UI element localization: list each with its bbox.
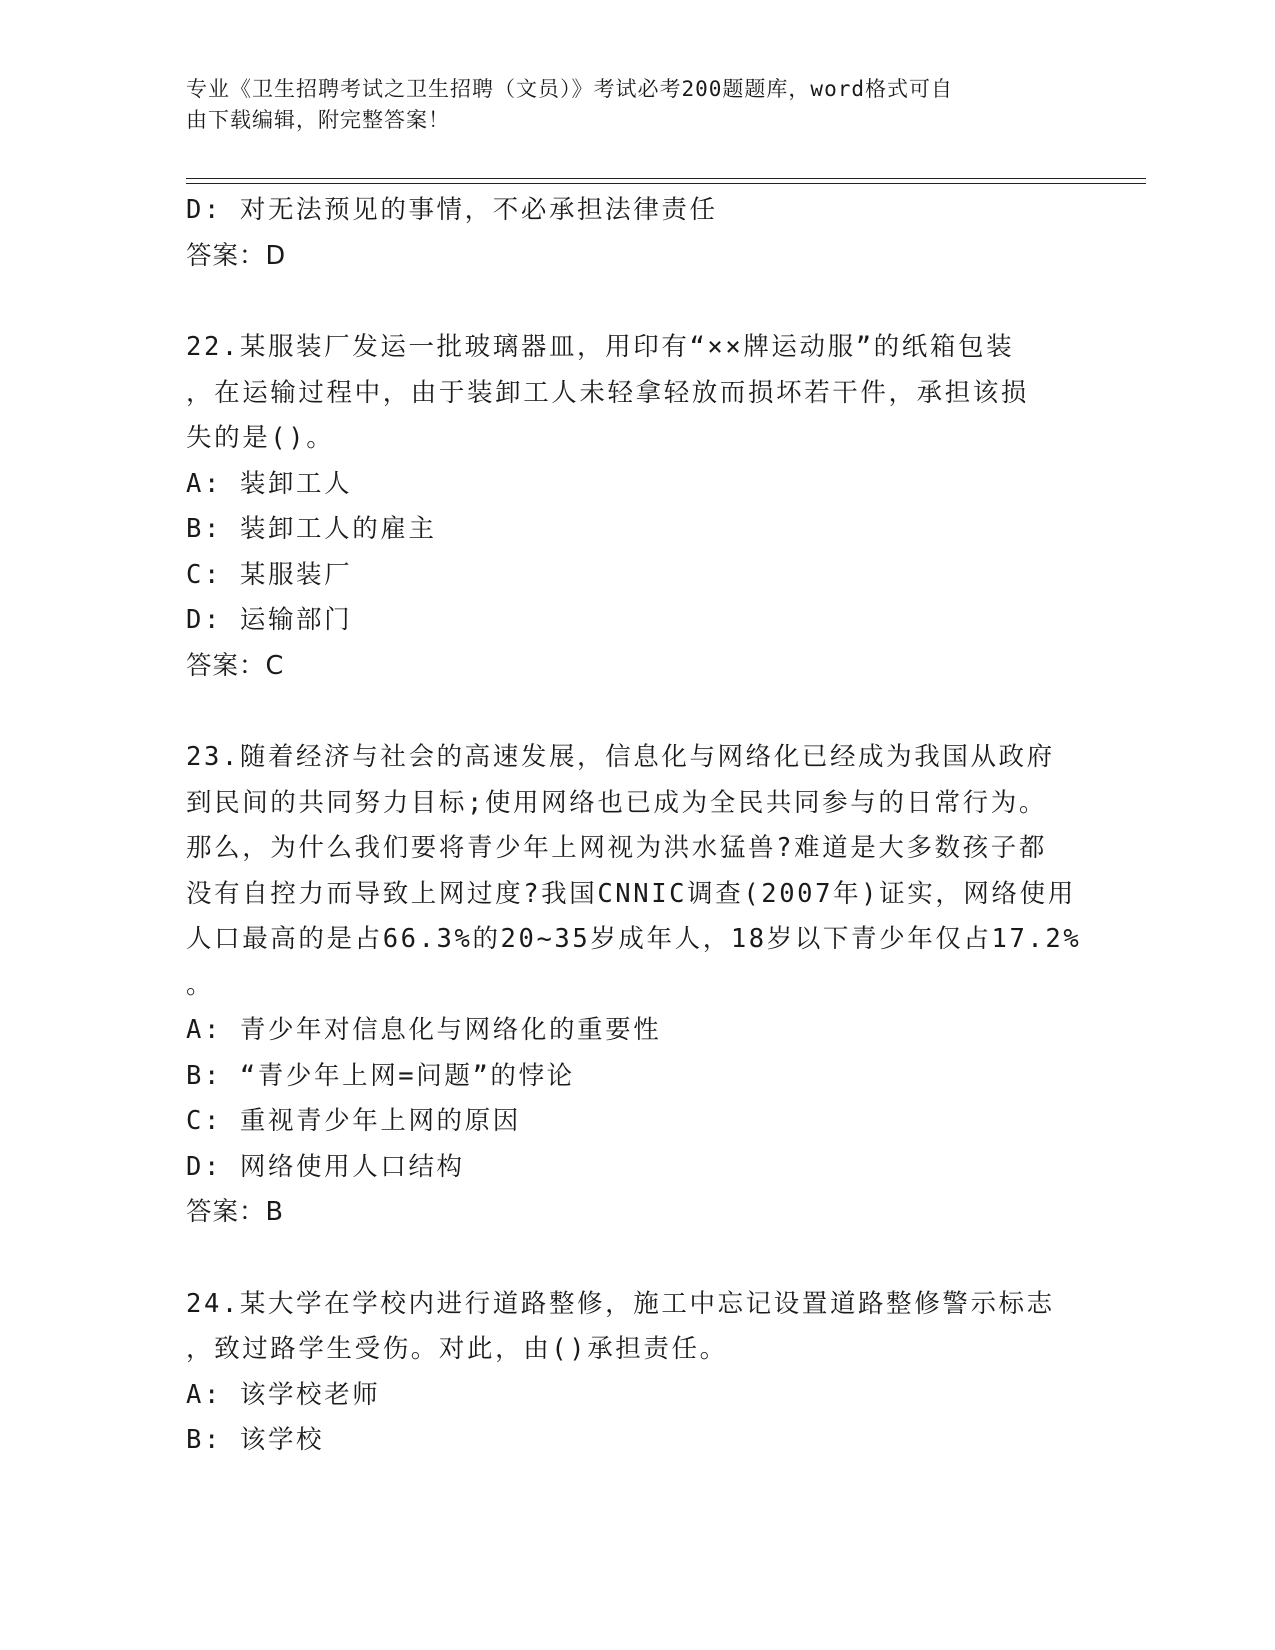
question-stem-line: 人口最高的是占66.3%的20~35岁成年人，18岁以下青少年仅占17.2% <box>186 924 1082 954</box>
option-a: A: 该学校老师 <box>186 1379 381 1410</box>
option-c: C: 重视青少年上网的原因 <box>186 1106 521 1136</box>
question-stem-line: 失的是()。 <box>186 423 335 453</box>
option-a: A: 青少年对信息化与网络化的重要性 <box>186 1015 662 1045</box>
question-21-tail <box>186 188 1086 279</box>
question-23 <box>186 735 1086 1236</box>
header-divider-bottom <box>186 183 1146 184</box>
question-stem-line: ，在运输过程中，由于装卸工人未轻拿轻放而损坏若干件，承担该损 <box>186 377 1030 408</box>
spacer <box>186 689 1086 735</box>
answer-label: 答案：B <box>186 1197 284 1227</box>
option-b: B: “青少年上网=问题”的悖论 <box>186 1060 575 1091</box>
question-22 <box>186 325 1086 689</box>
question-stem-line: 。 <box>186 969 215 1000</box>
header-line-1: 专业《卫生招聘考试之卫生招聘（文员）》考试必考200题题库，word格式可自 <box>186 77 953 101</box>
option-d: D: 网络使用人口结构 <box>186 1151 465 1182</box>
answer-label: 答案：C <box>186 650 285 681</box>
header-divider-top <box>186 178 1146 179</box>
question-stem-line: ，致过路学生受伤。对此，由()承担责任。 <box>186 1334 728 1364</box>
page-header <box>186 74 1066 136</box>
question-stem-line: 23.随着经济与社会的高速发展，信息化与网络化已经成为我国从政府 <box>186 742 1055 772</box>
question-stem-line: 24.某大学在学校内进行道路整修，施工中忘记设置道路整修警示标志 <box>186 1288 1055 1319</box>
question-stem-line: 没有自控力而导致上网过度?我国CNNIC调查(2007年)证实，网络使用 <box>186 878 1076 909</box>
page-content <box>186 188 1086 1464</box>
option-d: D: 运输部门 <box>186 605 353 635</box>
option-d: D: 对无法预见的事情，不必承担法律责任 <box>186 195 718 225</box>
spacer <box>186 279 1086 325</box>
option-b: B: 装卸工人的雇主 <box>186 514 437 544</box>
answer-label: 答案：D <box>186 240 287 271</box>
spacer <box>186 1236 1086 1282</box>
question-24 <box>186 1282 1086 1464</box>
option-a: A: 装卸工人 <box>186 468 353 499</box>
option-b: B: 该学校 <box>186 1425 325 1455</box>
question-stem-line: 到民间的共同努力目标;使用网络也已成为全民共同参与的日常行为。 <box>186 787 1047 818</box>
option-c: C: 某服装厂 <box>186 559 353 590</box>
header-line-2: 由下载编辑，附完整答案！ <box>186 108 450 132</box>
question-stem-line: 那么，为什么我们要将青少年上网视为洪水猛兽?难道是大多数孩子都 <box>186 833 1047 863</box>
question-stem-line: 22.某服装厂发运一批玻璃器皿，用印有“××牌运动服”的纸箱包装 <box>186 332 1015 362</box>
